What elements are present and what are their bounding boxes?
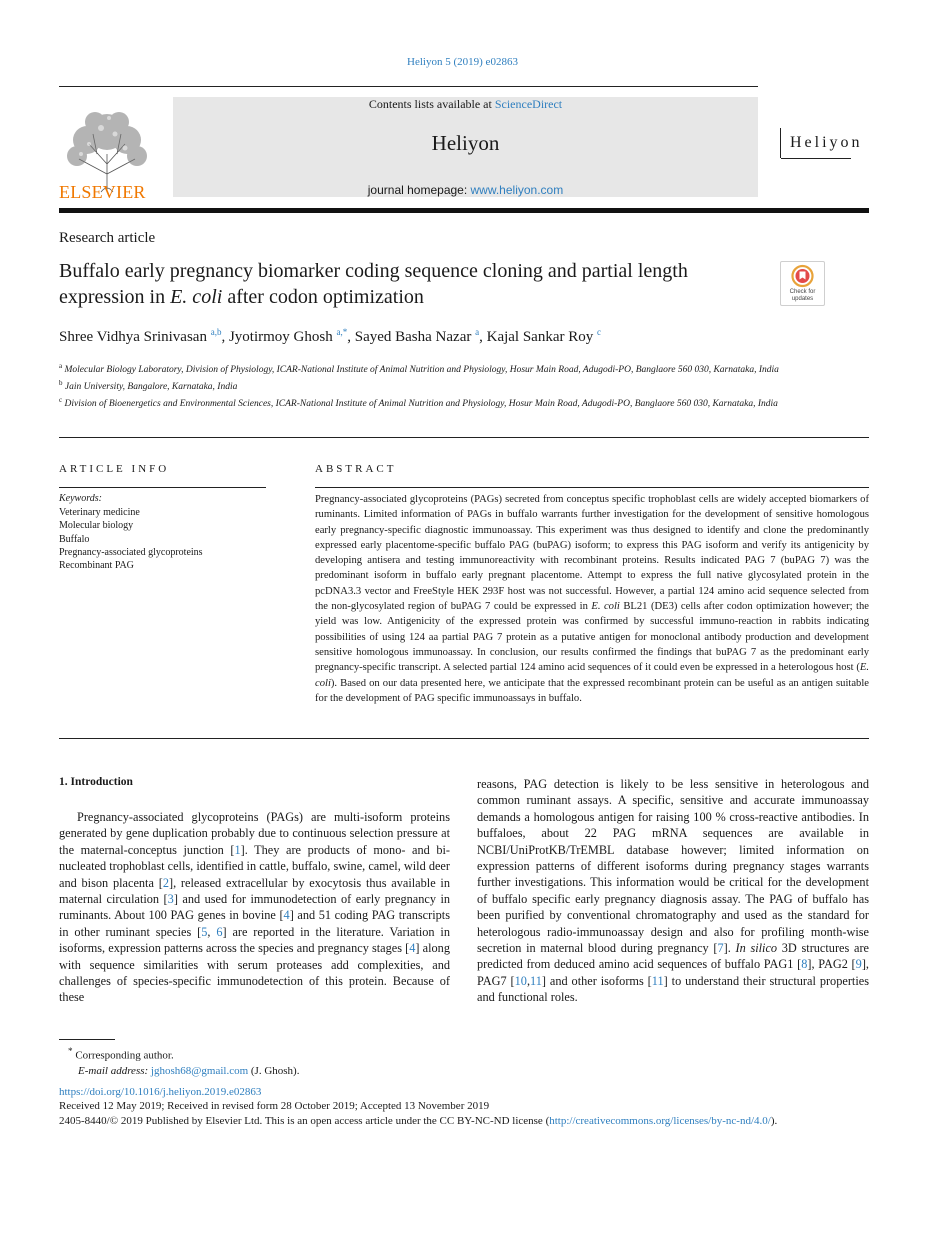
affiliation: [59, 377, 789, 394]
license-text: 2405-8440/© 2019 Published by Elsevier Ltd. This is an open access article under the CC BY-NC-ND license (: [59, 1115, 550, 1127]
contents-available-line: [173, 97, 758, 112]
crossmark-label: Check for updates: [789, 289, 816, 302]
masthead-top-rule: [59, 86, 758, 87]
citation-link[interactable]: 5: [201, 924, 208, 939]
abstract-text-2: BL21 (DE3) cells after codon optimization however; the yield was low. Antigenicity of the expressed protein was confirmed by successful immuno-reaction in rabbits indicating possibilities of using 124 aa partial PAG 7 protein as a putative antigen for monoclonal antibody production and development sensitive homologous immunoassay. In conclusion, our results confirmed the findings that buPAG 7 as the predominant early pregnancy-specific transcript. A selected partial 124 amino acid sequences of it could even be expressed in a heterologous host (: [315, 601, 870, 674]
section-rule: [59, 437, 869, 438]
citation-link[interactable]: 7: [717, 941, 724, 956]
keyword: Veterinary medicine: [59, 507, 140, 518]
body-text: ,: [207, 924, 217, 939]
keywords-list: [59, 506, 203, 572]
citation-link[interactable]: 6: [216, 924, 223, 939]
citation-link[interactable]: 2: [162, 875, 169, 890]
author-name: Jyotirmoy Ghosh: [228, 329, 333, 345]
body-text: reasons, PAG detection is likely to be less sensitive in heterologous and common ruminant assays. A specific, sensitive and accurate immunoassay demands a homologous antigen for raising 100 % cross-reactive antibodies. In buffaloes, about 22 PAG mRNA sequences are available in NCBI/UniProtKB/TrEMBL database however; limited information on expression patterns of different isoforms during pregnancy stages warrants further investigations. This information would be critical for the development of buffalo specific early pregnancy diagnosis assay. The PAG of buffalo has been purified by conventional chromatography and used as the standard for heterologous radio-immunoassay design and also for profiling month-wise secretion in maternal blood during pregnancy [: [477, 777, 869, 956]
body-text: Pregnancy-associated glycoproteins (PAGs) are multi-isoform proteins generated by gene duplication probably due to continuous selection pressure at the maternal-conceptus junction [: [59, 810, 450, 857]
body-text: ] and 51 coding PAG transcripts in other ruminant species [: [59, 908, 450, 939]
license-link[interactable]: http://creativecommons.org/licenses/by-nc-nd/4.0/: [549, 1115, 771, 1127]
body-text: ,: [526, 973, 531, 988]
corresponding-author-note: [68, 1044, 299, 1064]
intro-column-right: [477, 776, 869, 1006]
keyword: Molecular biology: [59, 520, 134, 532]
affiliation: [59, 360, 789, 377]
author-separator: ,: [221, 329, 229, 345]
author-list: [59, 327, 601, 346]
abstract-rule: [315, 487, 869, 488]
body-text: ], released extracellular by exocytosis thus available in maternal circulation [: [59, 875, 450, 907]
citation-link[interactable]: 11: [530, 973, 542, 988]
email-link[interactable]: jghosh68@gmail.com: [150, 1064, 249, 1077]
body-text: ], PAG7 [: [477, 957, 869, 988]
citation-link[interactable]: 4: [409, 941, 416, 956]
affiliation-key: a: [59, 362, 63, 370]
body-text: ]. They are products of mono- and bi-nucleated trophoblast cells, identified in cattle, buffalo, swine, camel, wild deer and bison placenta [: [59, 842, 451, 890]
journal-masthead: [59, 86, 869, 212]
author-separator: ,: [347, 329, 355, 345]
keyword: Buffalo: [59, 533, 90, 545]
journal-header-box: [173, 97, 758, 197]
license-line: [59, 1115, 777, 1127]
body-text: ] are reported in the literature. Variation in isoforms, expression patterns across the species and pregnancy stages [: [59, 924, 450, 956]
journal-homepage-line: [173, 183, 758, 197]
footnote: [68, 1044, 299, 1079]
email-label: E-mail address:: [78, 1064, 151, 1077]
affiliation-text: Molecular Biology Laboratory, Division of Physiology, ICAR-National Institute of Animal Nutrition and Physiology, Hosur Main Road, Adugodi-PO, Banglaore 560 030, Karnataka, India: [64, 365, 779, 376]
crossmark-icon: [781, 262, 824, 290]
citation-link[interactable]: 3: [167, 892, 174, 907]
affiliation: [59, 394, 789, 411]
doi-link[interactable]: https://doi.org/10.1016/j.heliyon.2019.e02863: [59, 1086, 262, 1098]
abstract-italic-1: E. coli: [591, 601, 620, 613]
author-affiliation-marker[interactable]: a,*: [336, 327, 348, 337]
abstract-text-1: Pregnancy-associated glycoproteins (PAGs) secreted from conceptus specific trophoblast cells are widely accepted biomarkers of ruminants. Limited information of PAGs in buffalo warrants further investigation for the development of sensitive homologous early pregnancy-specific diagnostic immunoassay. This experiment was thus designed to identify and clone the predominantly expressed early placentome-specific buffalo PAG (buPAG) isoform; to express this PAG isoform and verify its antigenicity by developing antisera and testing immunoreactivity with recombinant proteins. Results indicated PAG 7 (buPAG 7) was the predominant isoform in buffalo early pregnant placentome. Attempt to express the full native glycosylated protein in the pcDNA3.3 vector and FreeStyle HEK 293F host was not successful. However, a partial 124 amino acid sequence selected from the non-glycosylated region of buPAG 7 could be expressed in: [315, 494, 869, 613]
header-thick-rule: [59, 208, 869, 213]
author[interactable]: [59, 329, 221, 345]
intro-column-left: [59, 809, 450, 1006]
affiliation-text: Division of Bioenergetics and Environmental Sciences, ICAR-National Institute of Animal Nutrition and Physiology, Hosur Main Road, Adugodi-PO, Banglaore 560 030, Karnataka, India: [64, 399, 778, 410]
keyword: Recombinant PAG: [59, 560, 134, 572]
citation-link[interactable]: 8: [801, 957, 808, 972]
body-text: ] and used for immunodetection of early pregnancy in ruminants. About 100 PAG genes in bovine [: [59, 892, 451, 923]
heliyon-brand-text: Heliyon: [790, 134, 863, 151]
keywords-label: Keywords:: [59, 493, 102, 504]
citation-link[interactable]: 10: [514, 973, 527, 988]
sciencedirect-link[interactable]: ScienceDirect: [494, 97, 563, 111]
author-separator: ,: [479, 329, 487, 345]
author-affiliation-marker[interactable]: c: [597, 327, 601, 337]
affiliation-key: b: [59, 379, 63, 388]
title-italic: E. coli: [170, 286, 223, 308]
author[interactable]: [229, 329, 347, 345]
corresponding-label: Corresponding author.: [75, 1049, 174, 1062]
abstract-bottom-rule: [59, 738, 869, 739]
affiliation-list: [59, 360, 789, 411]
citation-link[interactable]: 4: [283, 908, 290, 923]
abstract-text-3: ). Based on our data presented here, we anticipate that the expressed recombinant protein can be useful as an antigen suitable for the development of PAG specific immunoassays in buffalo.: [315, 677, 869, 704]
email-line: [68, 1064, 299, 1079]
citation-link[interactable]: 9: [855, 957, 862, 972]
contents-prefix: Contents lists available at: [368, 97, 495, 111]
article-info-rule: [59, 487, 266, 488]
author-affiliation-marker[interactable]: a,b: [210, 327, 222, 337]
footnote-star: *: [68, 1046, 73, 1056]
body-text: ] along with sequence similarities with serum proteases add complexities, and challenges of species-specific immunodetection of this protein. Because of these: [59, 941, 450, 1005]
crossmark-badge[interactable]: [780, 261, 825, 306]
author-name: Sayed Basha Nazar: [354, 329, 472, 345]
license-end: ).: [770, 1115, 778, 1127]
title-part-2: after codon optimization: [222, 286, 424, 308]
email-suffix: (J. Ghosh).: [248, 1064, 300, 1077]
body-text: 3D structures are predicted from deduced amino acid sequences of buffalo PAG1 [: [477, 941, 869, 972]
author[interactable]: [355, 329, 479, 345]
article-type: Research article: [59, 230, 156, 246]
author-name: Kajal Sankar Roy: [486, 329, 594, 345]
abstract-heading: ABSTRACT: [315, 463, 397, 475]
journal-title: Heliyon: [431, 131, 500, 155]
heliyon-brand-underline: [781, 158, 851, 159]
citation-link[interactable]: 11: [651, 973, 664, 988]
author[interactable]: [487, 329, 601, 345]
citation-link[interactable]: 1: [234, 842, 241, 857]
homepage-prefix: journal homepage:: [367, 183, 471, 197]
body-italic: In silico: [735, 941, 778, 956]
heliyon-brand-logo: [780, 128, 863, 158]
author-affiliation-marker[interactable]: a: [475, 327, 480, 337]
body-text: ], PAG2 [: [807, 957, 856, 972]
body-text: ] to understand their structural properties and functional roles.: [477, 973, 869, 1005]
section-heading-introduction: 1. Introduction: [59, 776, 133, 788]
elsevier-wordmark: ELSEVIER: [59, 182, 146, 202]
abstract-body: [315, 492, 869, 706]
affiliation-text: Jain University, Bangalore, Karnataka, India: [64, 382, 238, 393]
body-text: ] and other isoforms [: [541, 973, 652, 988]
journal-reference[interactable]: Heliyon 5 (2019) e02863: [407, 56, 518, 68]
article-info-heading: ARTICLE INFO: [59, 463, 170, 475]
title-part-1: Buffalo early pregnancy biomarker coding sequence cloning and partial length expression in: [59, 260, 688, 308]
body-text: ].: [723, 941, 736, 956]
affiliation-key: c: [59, 396, 63, 405]
abstract-italic-2: E. coli: [315, 662, 869, 689]
footnote-rule: [59, 1039, 115, 1040]
article-title: [59, 258, 759, 310]
homepage-link[interactable]: www.heliyon.com: [470, 183, 564, 197]
received-dates: Received 12 May 2019; Received in revised form 28 October 2019; Accepted 13 November 2019: [59, 1100, 490, 1112]
author-name: Shree Vidhya Srinivasan: [59, 329, 207, 345]
keyword: Pregnancy-associated glycoproteins: [59, 546, 203, 558]
